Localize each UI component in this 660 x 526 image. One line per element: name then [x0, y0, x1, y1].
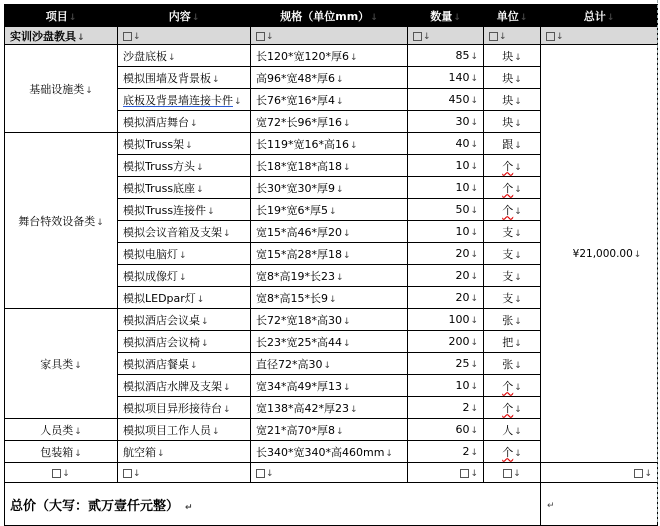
qty-cell: 10↓ — [408, 177, 484, 199]
header-item: 项目↓ — [5, 5, 118, 27]
content-cell: 模拟Truss架↓ — [118, 133, 251, 155]
content-cell: 模拟酒店舞台↓ — [118, 111, 251, 133]
unit-cell: 块↓ — [484, 111, 541, 133]
category-cell: 家具类↓ — [5, 309, 118, 419]
unit-cell: 个↓ — [484, 441, 541, 463]
qty-cell: 200↓ — [408, 331, 484, 353]
spec-cell: 长19*宽6*厚5↓ — [251, 199, 408, 221]
unit-cell: 支↓ — [484, 243, 541, 265]
spec-cell: 宽15*高28*厚18↓ — [251, 243, 408, 265]
qty-cell: 40↓ — [408, 133, 484, 155]
spec-cell: 宽34*高49*厚13↓ — [251, 375, 408, 397]
empty-cell: ↓ — [118, 27, 251, 45]
unit-cell: 块↓ — [484, 67, 541, 89]
empty-cell: ↓ — [541, 27, 658, 45]
spec-cell: 长30*宽30*厚9↓ — [251, 177, 408, 199]
unit-cell: 张↓ — [484, 353, 541, 375]
content-cell: 模拟酒店会议桌↓ — [118, 309, 251, 331]
unit-cell: 个↓ — [484, 177, 541, 199]
unit-cell: 支↓ — [484, 287, 541, 309]
unit-cell: 个↓ — [484, 375, 541, 397]
qty-cell: 450↓ — [408, 89, 484, 111]
total-price-value: ↵ — [541, 483, 658, 526]
table-row — [5, 45, 658, 67]
spec-cell: 直径72*高30↓ — [251, 353, 408, 375]
empty-cell: ↓ — [118, 463, 251, 483]
spec-cell: 长72*宽18*高30↓ — [251, 309, 408, 331]
empty-cell: ↓ — [408, 463, 484, 483]
unit-cell: 支↓ — [484, 265, 541, 287]
content-cell: 航空箱↓ — [118, 441, 251, 463]
qty-cell: 25↓ — [408, 353, 484, 375]
unit-cell: 跟↓ — [484, 133, 541, 155]
spec-cell: 长23*宽25*高44↓ — [251, 331, 408, 353]
unit-cell: 支↓ — [484, 221, 541, 243]
category-cell: 包装箱↓ — [5, 441, 118, 463]
spec-cell: 长340*宽340*高460mm↓ — [251, 441, 408, 463]
content-cell: 模拟Truss连接件↓ — [118, 199, 251, 221]
content-cell: 模拟项目工作人员↓ — [118, 419, 251, 441]
category-cell: 舞台特效设备类↓ — [5, 133, 118, 309]
spec-cell: 宽8*高19*长23↓ — [251, 265, 408, 287]
qty-cell: 20↓ — [408, 265, 484, 287]
section-row — [5, 27, 658, 45]
unit-cell: 个↓ — [484, 397, 541, 419]
unit-cell: 把↓ — [484, 331, 541, 353]
content-cell: 模拟Truss底座↓ — [118, 177, 251, 199]
spec-cell: 长18*宽18*高18↓ — [251, 155, 408, 177]
price-table — [4, 4, 658, 526]
empty-cell: ↓ — [251, 463, 408, 483]
header-qty: 数量↓ — [408, 5, 484, 27]
spec-cell: 宽72*长96*厚16↓ — [251, 111, 408, 133]
content-cell: 模拟围墙及背景板↓ — [118, 67, 251, 89]
header-spec: 规格（单位mm）↓ — [251, 5, 408, 27]
category-cell: 人员类↓ — [5, 419, 118, 441]
spec-cell: 高96*宽48*厚6↓ — [251, 67, 408, 89]
content-cell: 模拟项目异形接待台↓ — [118, 397, 251, 419]
header-total: 总计↓ — [541, 5, 658, 27]
spec-cell: 宽138*高42*厚23↓ — [251, 397, 408, 419]
page-margin-guide — [657, 0, 658, 522]
qty-cell: 10↓ — [408, 155, 484, 177]
content-cell: 模拟酒店水牌及支架↓ — [118, 375, 251, 397]
qty-cell: 50↓ — [408, 199, 484, 221]
content-cell: 模拟酒店餐桌↓ — [118, 353, 251, 375]
header-row — [5, 5, 658, 27]
content-cell: 模拟成像灯↓ — [118, 265, 251, 287]
qty-cell: 85↓ — [408, 45, 484, 67]
unit-cell: 个↓ — [484, 155, 541, 177]
content-cell: 底板及背景墙连接卡件↓ — [118, 89, 251, 111]
qty-cell: 140↓ — [408, 67, 484, 89]
qty-cell: 10↓ — [408, 375, 484, 397]
total-price-label: 总价（大写：贰万壹仟元整） ↵ — [5, 483, 541, 526]
qty-cell: 2↓ — [408, 397, 484, 419]
empty-cell: ↓ — [251, 27, 408, 45]
empty-cell: ↓ — [5, 463, 118, 483]
section-title: 实训沙盘教具↓ — [5, 27, 118, 45]
content-cell: 模拟LEDpar灯↓ — [118, 287, 251, 309]
spec-cell: 宽15*高46*厚20↓ — [251, 221, 408, 243]
unit-cell: 个↓ — [484, 199, 541, 221]
qty-cell: 20↓ — [408, 287, 484, 309]
unit-cell: 人↓ — [484, 419, 541, 441]
qty-cell: 20↓ — [408, 243, 484, 265]
spec-cell: 长119*宽16*高16↓ — [251, 133, 408, 155]
content-cell: 沙盘底板↓ — [118, 45, 251, 67]
content-cell: 模拟Truss方头↓ — [118, 155, 251, 177]
empty-cell: ↓ — [484, 27, 541, 45]
unit-cell: 块↓ — [484, 45, 541, 67]
unit-cell: 块↓ — [484, 89, 541, 111]
spec-cell: 长76*宽16*厚4↓ — [251, 89, 408, 111]
qty-cell: 2↓ — [408, 441, 484, 463]
total-amount-cell: ¥21,000.00↓ — [541, 45, 658, 463]
unit-cell: 张↓ — [484, 309, 541, 331]
qty-cell: 10↓ — [408, 221, 484, 243]
qty-cell: 100↓ — [408, 309, 484, 331]
total-price-row — [5, 483, 658, 526]
qty-cell: 30↓ — [408, 111, 484, 133]
empty-cell: ↓ — [484, 463, 541, 483]
empty-cell: ↓ — [408, 27, 484, 45]
category-cell: 基础设施类↓ — [5, 45, 118, 133]
qty-cell: 60↓ — [408, 419, 484, 441]
spec-cell: 长120*宽120*厚6↓ — [251, 45, 408, 67]
content-cell: 模拟会议音箱及支架↓ — [118, 221, 251, 243]
content-cell: 模拟电脑灯↓ — [118, 243, 251, 265]
spec-cell: 宽8*高15*长9↓ — [251, 287, 408, 309]
header-unit: 单位↓ — [484, 5, 541, 27]
blank-row — [5, 463, 658, 483]
empty-cell: ↓ — [541, 463, 658, 483]
header-content: 内容↓ — [118, 5, 251, 27]
content-cell: 模拟酒店会议椅↓ — [118, 331, 251, 353]
spec-cell: 宽21*高70*厚8↓ — [251, 419, 408, 441]
